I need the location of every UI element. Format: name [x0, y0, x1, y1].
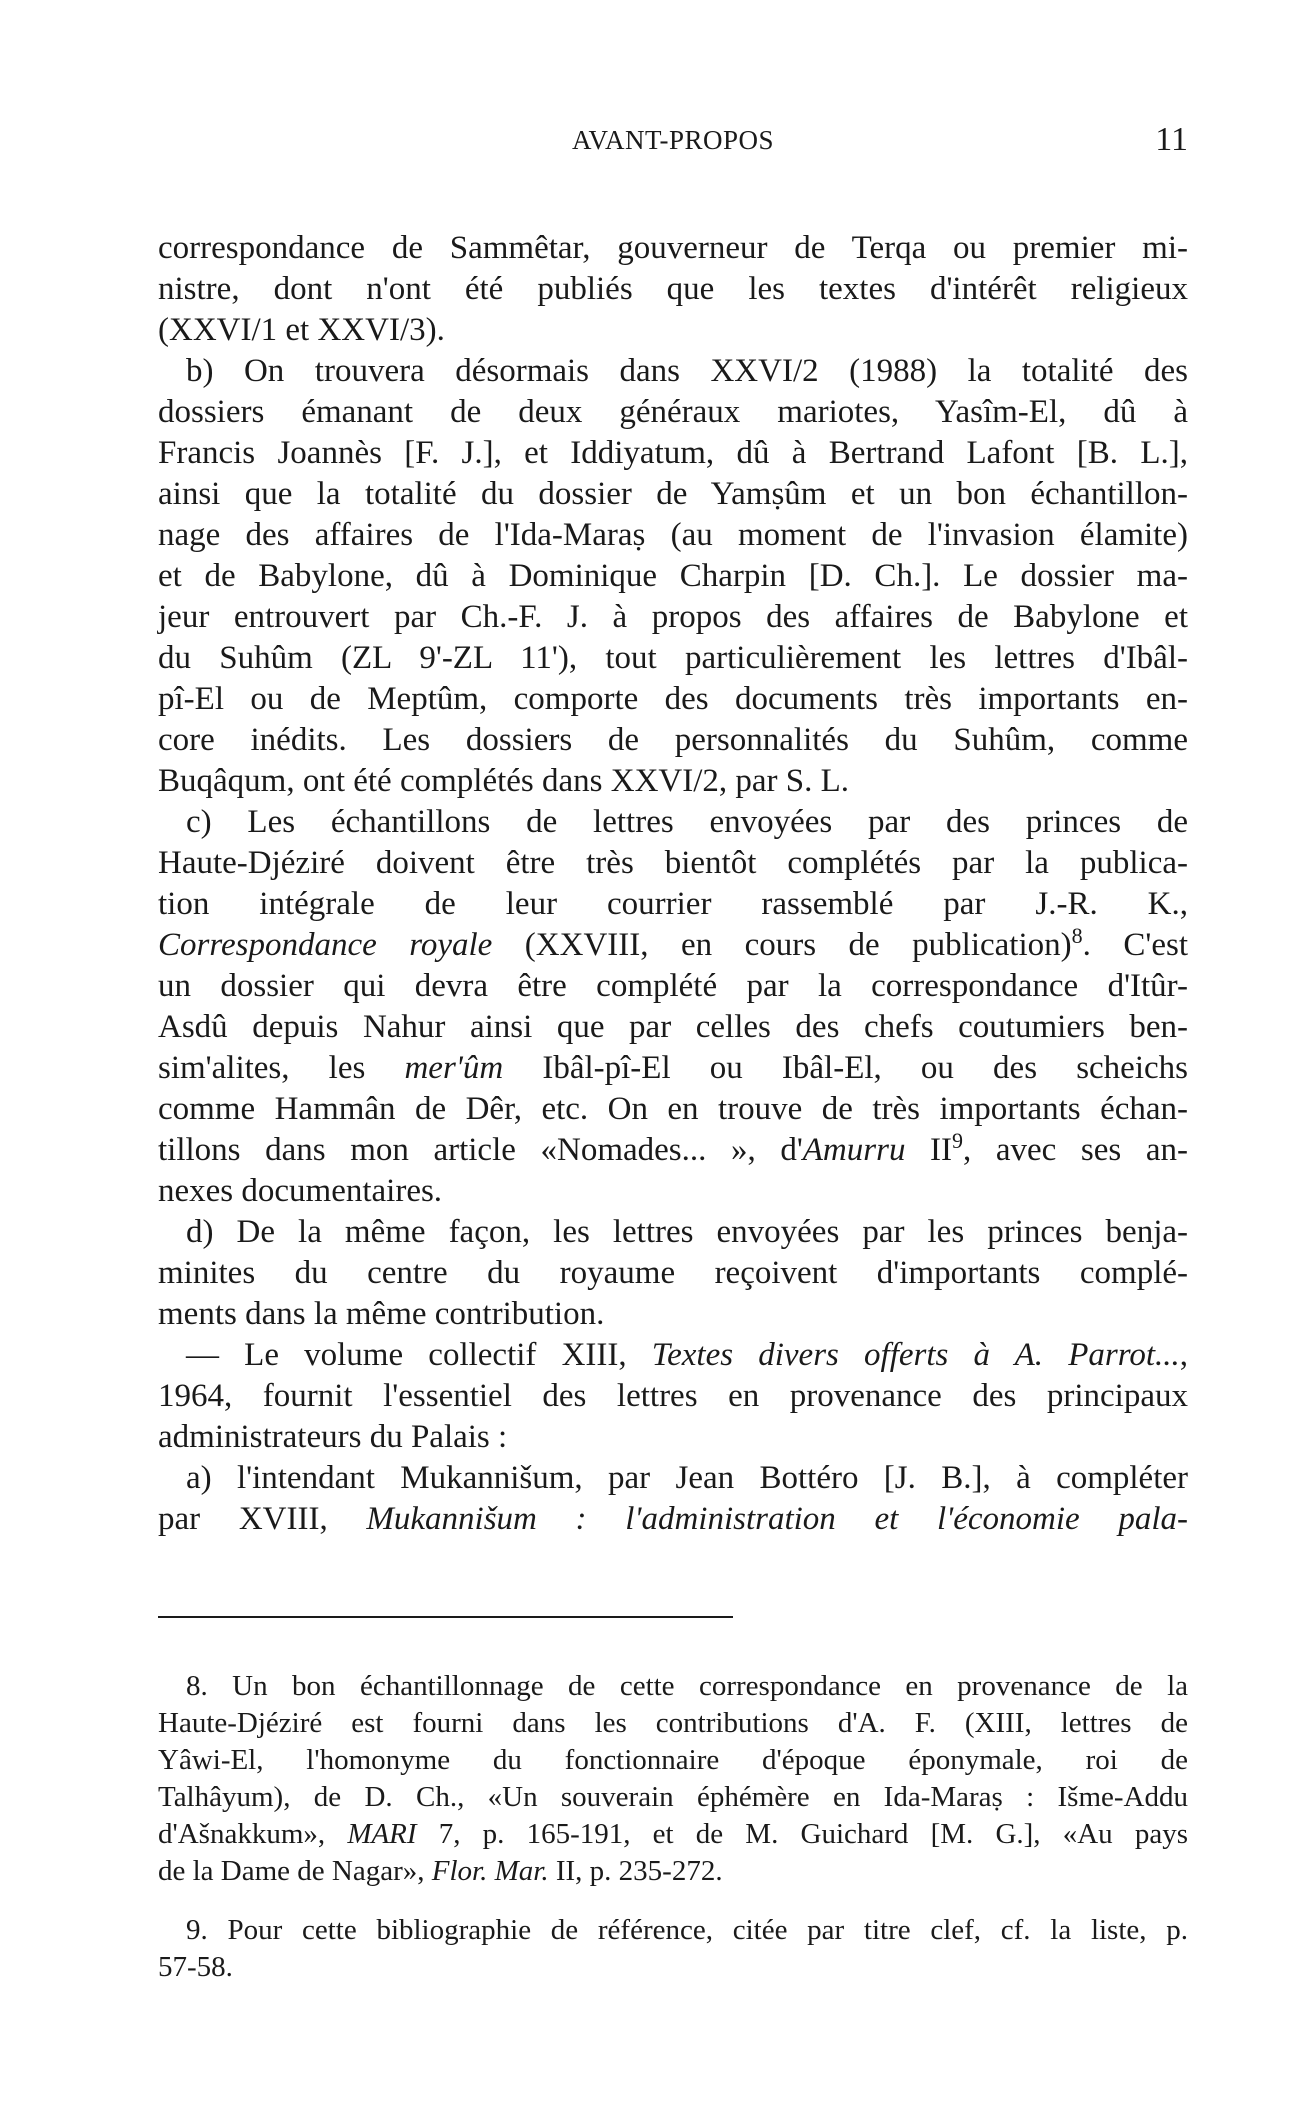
footnote-rule — [158, 1616, 733, 1618]
journal-title: MARI — [347, 1818, 417, 1850]
text-fragment: de la Dame de Nagar», — [158, 1855, 432, 1887]
text-line: et de Babylone, dû à Dominique Charpin [D. Ch.]. Le dossier ma- — [158, 558, 1188, 594]
text-line: 1964, fournit l'essentiel des lettres en provenance des principaux — [158, 1378, 1188, 1414]
body-text — [158, 228, 1188, 1540]
footnote-8 — [158, 1668, 1188, 1890]
text-line — [158, 925, 1188, 966]
footnote-ref-8[interactable]: 8 — [1071, 923, 1083, 948]
footnote-line: 57-58. — [158, 1951, 233, 1983]
text-line: c) Les échantillons de lettres envoyées par des princes de — [186, 804, 1188, 840]
running-title: AVANT-PROPOS — [571, 125, 775, 155]
text-fragment: , avec ses an- — [963, 1132, 1188, 1168]
page-number: 11 — [1155, 121, 1188, 158]
text-line: Buqâqum, ont été complétés dans XXVI/2, par S. L. — [158, 763, 850, 799]
book-title: Correspondance royale — [158, 927, 493, 963]
text-line: jeur entrouvert par Ch.-F. J. à propos des affaires de Babylone et — [158, 599, 1188, 635]
text-fragment: , — [1179, 1337, 1188, 1373]
italic-term: mer'ûm — [404, 1050, 504, 1086]
text-line: Francis Joannès [F. J.], et Iddiyatum, dû à Bertrand Lafont [B. L.], — [158, 435, 1188, 471]
text-line: nistre, dont n'ont été publiés que les textes d'intérêt religieux — [158, 271, 1188, 307]
text-fragment: d'Ašnakkum», — [158, 1818, 348, 1850]
text-line: un dossier qui devra être complété par la correspondance d'Itûr- — [158, 968, 1188, 1004]
running-head — [158, 118, 1188, 162]
text-line: correspondance de Sammêtar, gouverneur de Terqa ou premier mi- — [158, 230, 1188, 266]
text-line: nage des affaires de l'Ida-Maraṣ (au moment de l'invasion élamite) — [158, 517, 1188, 553]
text-fragment: 7, p. 165-191, et de M. Guichard [M. G.], «Au pays — [416, 1818, 1188, 1850]
footnote-line: Yâwi-El, l'homonyme du fonctionnaire d'époque éponymale, roi de — [158, 1744, 1188, 1776]
text-fragment: II, p. 235-272. — [548, 1855, 723, 1887]
journal-title: Flor. Mar. — [431, 1855, 549, 1887]
text-line — [158, 1499, 1188, 1540]
text-fragment: . C'est — [1082, 927, 1188, 963]
text-line: ainsi que la totalité du dossier de Yamṣûm et un bon échantillon- — [158, 476, 1188, 512]
text-line: ments dans la même contribution. — [158, 1296, 605, 1332]
footnote-line: 8. Un bon échantillonnage de cette correspondance en provenance de la — [186, 1670, 1188, 1702]
text-line: du Suhûm (ZL 9'-ZL 11'), tout particulièrement les lettres d'Ibâl- — [158, 640, 1188, 676]
text-line: pî-El ou de Meptûm, comporte des documents très importants en- — [158, 681, 1188, 717]
book-title: Mukannišum : l'administration et l'économie pala- — [366, 1501, 1188, 1537]
text-fragment: par XVIII, — [158, 1501, 367, 1537]
footnote-line — [158, 1816, 1188, 1853]
text-line: Haute-Djéziré doivent être très bientôt complétés par la publica- — [158, 845, 1188, 881]
text-line: (XXVI/1 et XXVI/3). — [158, 312, 445, 348]
text-line — [158, 1048, 1188, 1089]
text-fragment: (XXVIII, en cours de publication) — [492, 927, 1072, 963]
text-fragment: — Le volume collectif XIII, — [186, 1337, 652, 1373]
footnote-line: Talhâyum), de D. Ch., «Un souverain éphémère en Ida-Maraṣ : Išme-Addu — [158, 1781, 1188, 1813]
text-line — [158, 1130, 1188, 1171]
text-line: a) l'intendant Mukannišum, par Jean Bottéro [J. B.], à compléter — [186, 1460, 1188, 1496]
text-line: administrateurs du Palais : — [158, 1419, 508, 1455]
text-line: dossiers émanant de deux généraux mariotes, Yasîm-El, dû à — [158, 394, 1188, 430]
footnote-line: 9. Pour cette bibliographie de référence, citée par titre clef, cf. la liste, p. — [186, 1914, 1188, 1946]
text-line: core inédits. Les dossiers de personnalités du Suhûm, comme — [158, 722, 1188, 758]
text-line: b) On trouvera désormais dans XXVI/2 (1988) la totalité des — [186, 353, 1188, 389]
journal-title: Amurru — [802, 1132, 906, 1168]
text-fragment: tillons dans mon article «Nomades... », d' — [158, 1132, 803, 1168]
text-line — [158, 1335, 1188, 1376]
text-line: d) De la même façon, les lettres envoyées par les princes benja- — [186, 1214, 1188, 1250]
text-fragment: Ibâl-pî-El ou Ibâl-El, ou des scheichs — [503, 1050, 1188, 1086]
book-title: Textes divers offerts à A. Parrot... — [651, 1337, 1180, 1373]
text-line: minites du centre du royaume reçoivent d'importants complé- — [158, 1255, 1188, 1291]
text-line: Asdû depuis Nahur ainsi que par celles des chefs coutumiers ben- — [158, 1009, 1188, 1045]
text-fragment: II — [905, 1132, 953, 1168]
text-fragment: sim'alites, les — [158, 1050, 405, 1086]
text-line: nexes documentaires. — [158, 1173, 443, 1209]
footnotes — [158, 1668, 1188, 2008]
footnote-ref-9[interactable]: 9 — [952, 1128, 964, 1153]
footnote-line: Haute-Djéziré est fourni dans les contributions d'A. F. (XIII, lettres de — [158, 1707, 1188, 1739]
footnote-9 — [158, 1912, 1188, 1986]
footnote-line — [158, 1853, 1188, 1890]
text-line: tion intégrale de leur courrier rassemblé par J.-R. K., — [158, 886, 1188, 922]
text-line: comme Hammân de Dêr, etc. On en trouve de très importants échan- — [158, 1091, 1188, 1127]
